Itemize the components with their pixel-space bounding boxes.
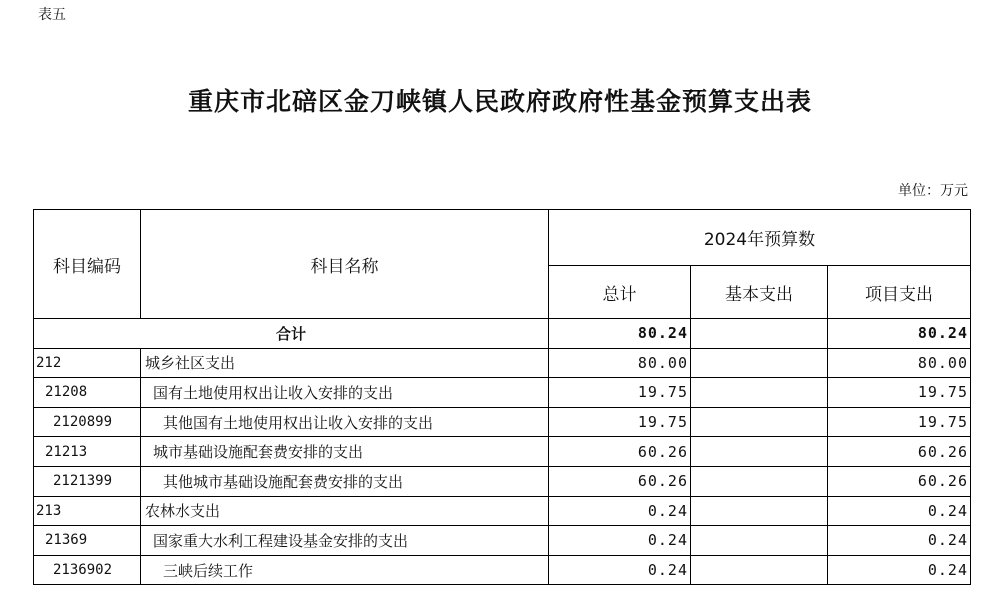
row-total: 19.75 (549, 378, 691, 408)
row-name: 其他城市基础设施配套费安排的支出 (141, 466, 549, 496)
row-total: 19.75 (549, 407, 691, 437)
total-row (34, 319, 971, 349)
total-project: 80.24 (828, 319, 971, 349)
table-number-label: 表五 (38, 7, 66, 23)
row-basic (691, 466, 828, 496)
row-code: 2120899 (34, 407, 141, 437)
header-budget-group: 2024年预算数 (549, 210, 971, 266)
row-basic (691, 526, 828, 556)
row-total: 60.26 (549, 437, 691, 467)
row-code: 21369 (34, 526, 141, 556)
row-total: 80.00 (549, 348, 691, 378)
row-project: 0.24 (828, 526, 971, 556)
row-project: 80.00 (828, 348, 971, 378)
table-row (34, 378, 971, 408)
row-project: 0.24 (828, 496, 971, 526)
table-row (34, 526, 971, 556)
row-code: 21213 (34, 437, 141, 467)
row-basic (691, 407, 828, 437)
row-code: 2136902 (34, 555, 141, 585)
header-project: 项目支出 (828, 266, 971, 319)
row-code: 212 (34, 348, 141, 378)
row-project: 19.75 (828, 407, 971, 437)
header-basic: 基本支出 (691, 266, 828, 319)
header-total: 总计 (549, 266, 691, 319)
row-name: 城乡社区支出 (141, 348, 549, 378)
row-basic (691, 496, 828, 526)
row-name: 三峡后续工作 (141, 555, 549, 585)
total-label: 合计 (34, 319, 549, 349)
row-name: 国家重大水利工程建设基金安排的支出 (141, 526, 549, 556)
row-project: 0.24 (828, 555, 971, 585)
budget-table (33, 209, 971, 585)
row-basic (691, 437, 828, 467)
row-total: 60.26 (549, 466, 691, 496)
table-row (34, 348, 971, 378)
header-code: 科目编码 (34, 210, 141, 319)
row-project: 60.26 (828, 466, 971, 496)
row-name: 国有土地使用权出让收入安排的支出 (141, 378, 549, 408)
table-row (34, 437, 971, 467)
row-code: 21208 (34, 378, 141, 408)
row-name: 城市基础设施配套费安排的支出 (141, 437, 549, 467)
row-basic (691, 348, 828, 378)
unit-label: 单位：万元 (898, 183, 968, 199)
row-code: 2121399 (34, 466, 141, 496)
row-project: 60.26 (828, 437, 971, 467)
row-project: 19.75 (828, 378, 971, 408)
header-name: 科目名称 (141, 210, 549, 319)
row-total: 0.24 (549, 496, 691, 526)
row-name: 农林水支出 (141, 496, 549, 526)
row-basic (691, 555, 828, 585)
table-row (34, 407, 971, 437)
table-row (34, 555, 971, 585)
row-basic (691, 378, 828, 408)
table-row (34, 466, 971, 496)
row-name: 其他国有土地使用权出让收入安排的支出 (141, 407, 549, 437)
row-total: 0.24 (549, 526, 691, 556)
table-row (34, 496, 971, 526)
row-total: 0.24 (549, 555, 691, 585)
total-basic (691, 319, 828, 349)
page-title: 重庆市北碚区金刀峡镇人民政府政府性基金预算支出表 (187, 87, 812, 116)
total-total: 80.24 (549, 319, 691, 349)
row-code: 213 (34, 496, 141, 526)
